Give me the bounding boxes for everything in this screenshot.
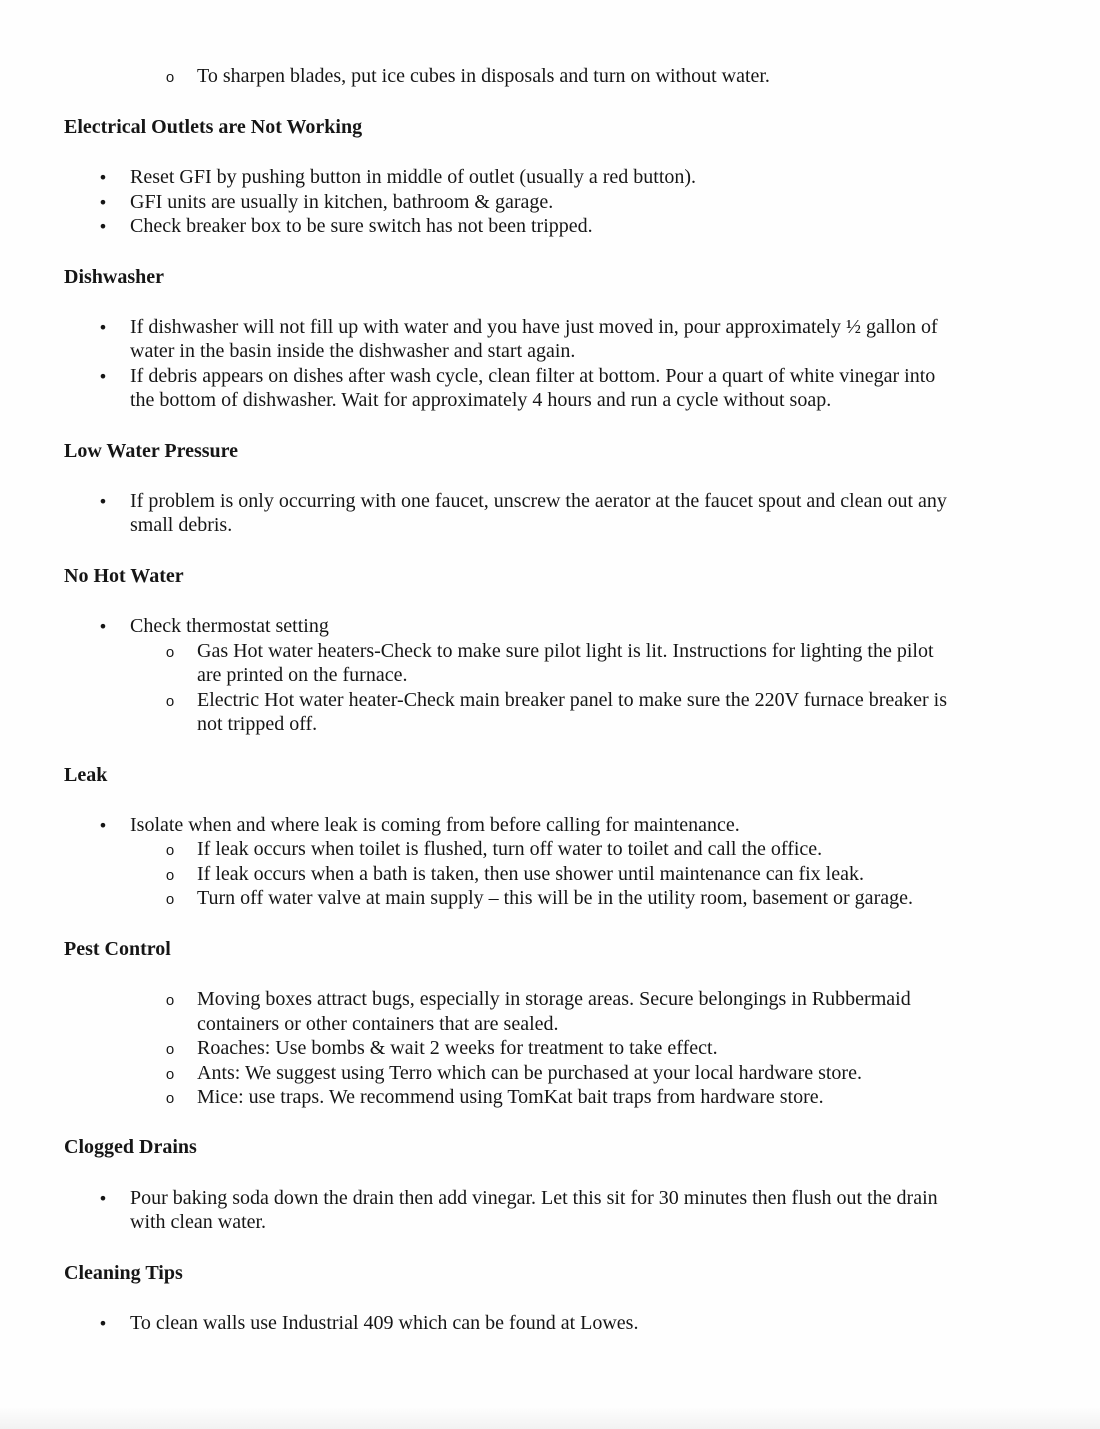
list-item-continuation: with clean water. (130, 1211, 267, 1233)
list-item: To sharpen blades, put ice cubes in disposals and turn on without water. (197, 65, 770, 87)
list-item: Pour baking soda down the drain then add vinegar. Let this sit for 30 minutes then flush out the drain (130, 1187, 938, 1209)
section-heading-hotwater: No Hot Water (64, 565, 184, 587)
bullet-icon (96, 1186, 110, 1211)
list-item-continuation: not tripped off. (197, 713, 318, 735)
list-item: If leak occurs when a bath is taken, then use shower until maintenance can fix leak. (197, 863, 864, 885)
sub-bullet-icon (163, 1085, 177, 1111)
bullet-icon (96, 364, 110, 389)
list-item: Reset GFI by pushing button in middle of outlet (usually a red button). (130, 166, 697, 188)
bullet-icon (96, 813, 110, 838)
list-item: Moving boxes attract bugs, especially in storage areas. Secure belongings in Rubbermaid (197, 988, 911, 1010)
list-item-continuation: are printed on the furnace. (197, 664, 408, 686)
bullet-icon (96, 214, 110, 239)
sub-bullet-icon (163, 639, 177, 665)
section-heading-dishwasher: Dishwasher (64, 266, 165, 288)
list-item: Check breaker box to be sure switch has not been tripped. (130, 215, 593, 237)
page-bottom-edge (0, 1407, 1100, 1429)
sub-bullet-icon (163, 688, 177, 714)
bullet-icon (96, 315, 110, 340)
list-item: Gas Hot water heaters-Check to make sure pilot light is lit. Instructions for lighting the pilot (197, 640, 934, 662)
list-item-continuation: water in the basin inside the dishwasher and start again. (130, 340, 576, 362)
bullet-icon (96, 489, 110, 514)
section-heading-electrical: Electrical Outlets are Not Working (64, 116, 363, 138)
section-heading-pressure: Low Water Pressure (64, 440, 239, 462)
bullet-icon (96, 190, 110, 215)
section-heading-pest: Pest Control (64, 938, 171, 960)
list-item: If problem is only occurring with one faucet, unscrew the aerator at the faucet spout and clean out any (130, 490, 947, 512)
list-item-continuation: containers or other containers that are sealed. (197, 1013, 559, 1035)
list-item: If leak occurs when toilet is flushed, turn off water to toilet and call the office. (197, 838, 823, 860)
section-heading-cleaning: Cleaning Tips (64, 1262, 183, 1284)
list-item: If dishwasher will not fill up with water and you have just moved in, pour approximately ½ gallon of (130, 316, 938, 338)
list-item: Check thermostat setting (130, 615, 329, 637)
list-item: Ants: We suggest using Terro which can be purchased at your local hardware store. (197, 1062, 862, 1084)
bullet-icon (96, 1311, 110, 1336)
list-item: Mice: use traps. We recommend using TomKat bait traps from hardware store. (197, 1086, 824, 1108)
list-item: Turn off water valve at main supply – this will be in the utility room, basement or garage. (197, 887, 913, 909)
bullet-icon (96, 165, 110, 190)
bullet-icon (96, 614, 110, 639)
list-item: Roaches: Use bombs & wait 2 weeks for treatment to take effect. (197, 1037, 718, 1059)
list-item: GFI units are usually in kitchen, bathroom & garage. (130, 191, 554, 213)
list-item: Isolate when and where leak is coming from before calling for maintenance. (130, 814, 740, 836)
sub-bullet-icon (163, 837, 177, 863)
list-item: If debris appears on dishes after wash cycle, clean filter at bottom. Pour a quart of white vinegar into (130, 365, 936, 387)
sub-bullet-icon (163, 64, 177, 90)
list-item: To clean walls use Industrial 409 which can be found at Lowes. (130, 1312, 639, 1334)
sub-bullet-icon (163, 1061, 177, 1087)
section-heading-drains: Clogged Drains (64, 1136, 197, 1158)
sub-bullet-icon (163, 1036, 177, 1062)
sub-bullet-icon (163, 886, 177, 912)
sub-bullet-icon (163, 862, 177, 888)
sub-bullet-icon (163, 987, 177, 1013)
list-item-continuation: the bottom of dishwasher. Wait for approximately 4 hours and run a cycle without soap. (130, 389, 832, 411)
section-heading-leak: Leak (64, 764, 108, 786)
list-item: Electric Hot water heater-Check main breaker panel to make sure the 220V furnace breaker is (197, 689, 947, 711)
list-item-continuation: small debris. (130, 514, 233, 536)
